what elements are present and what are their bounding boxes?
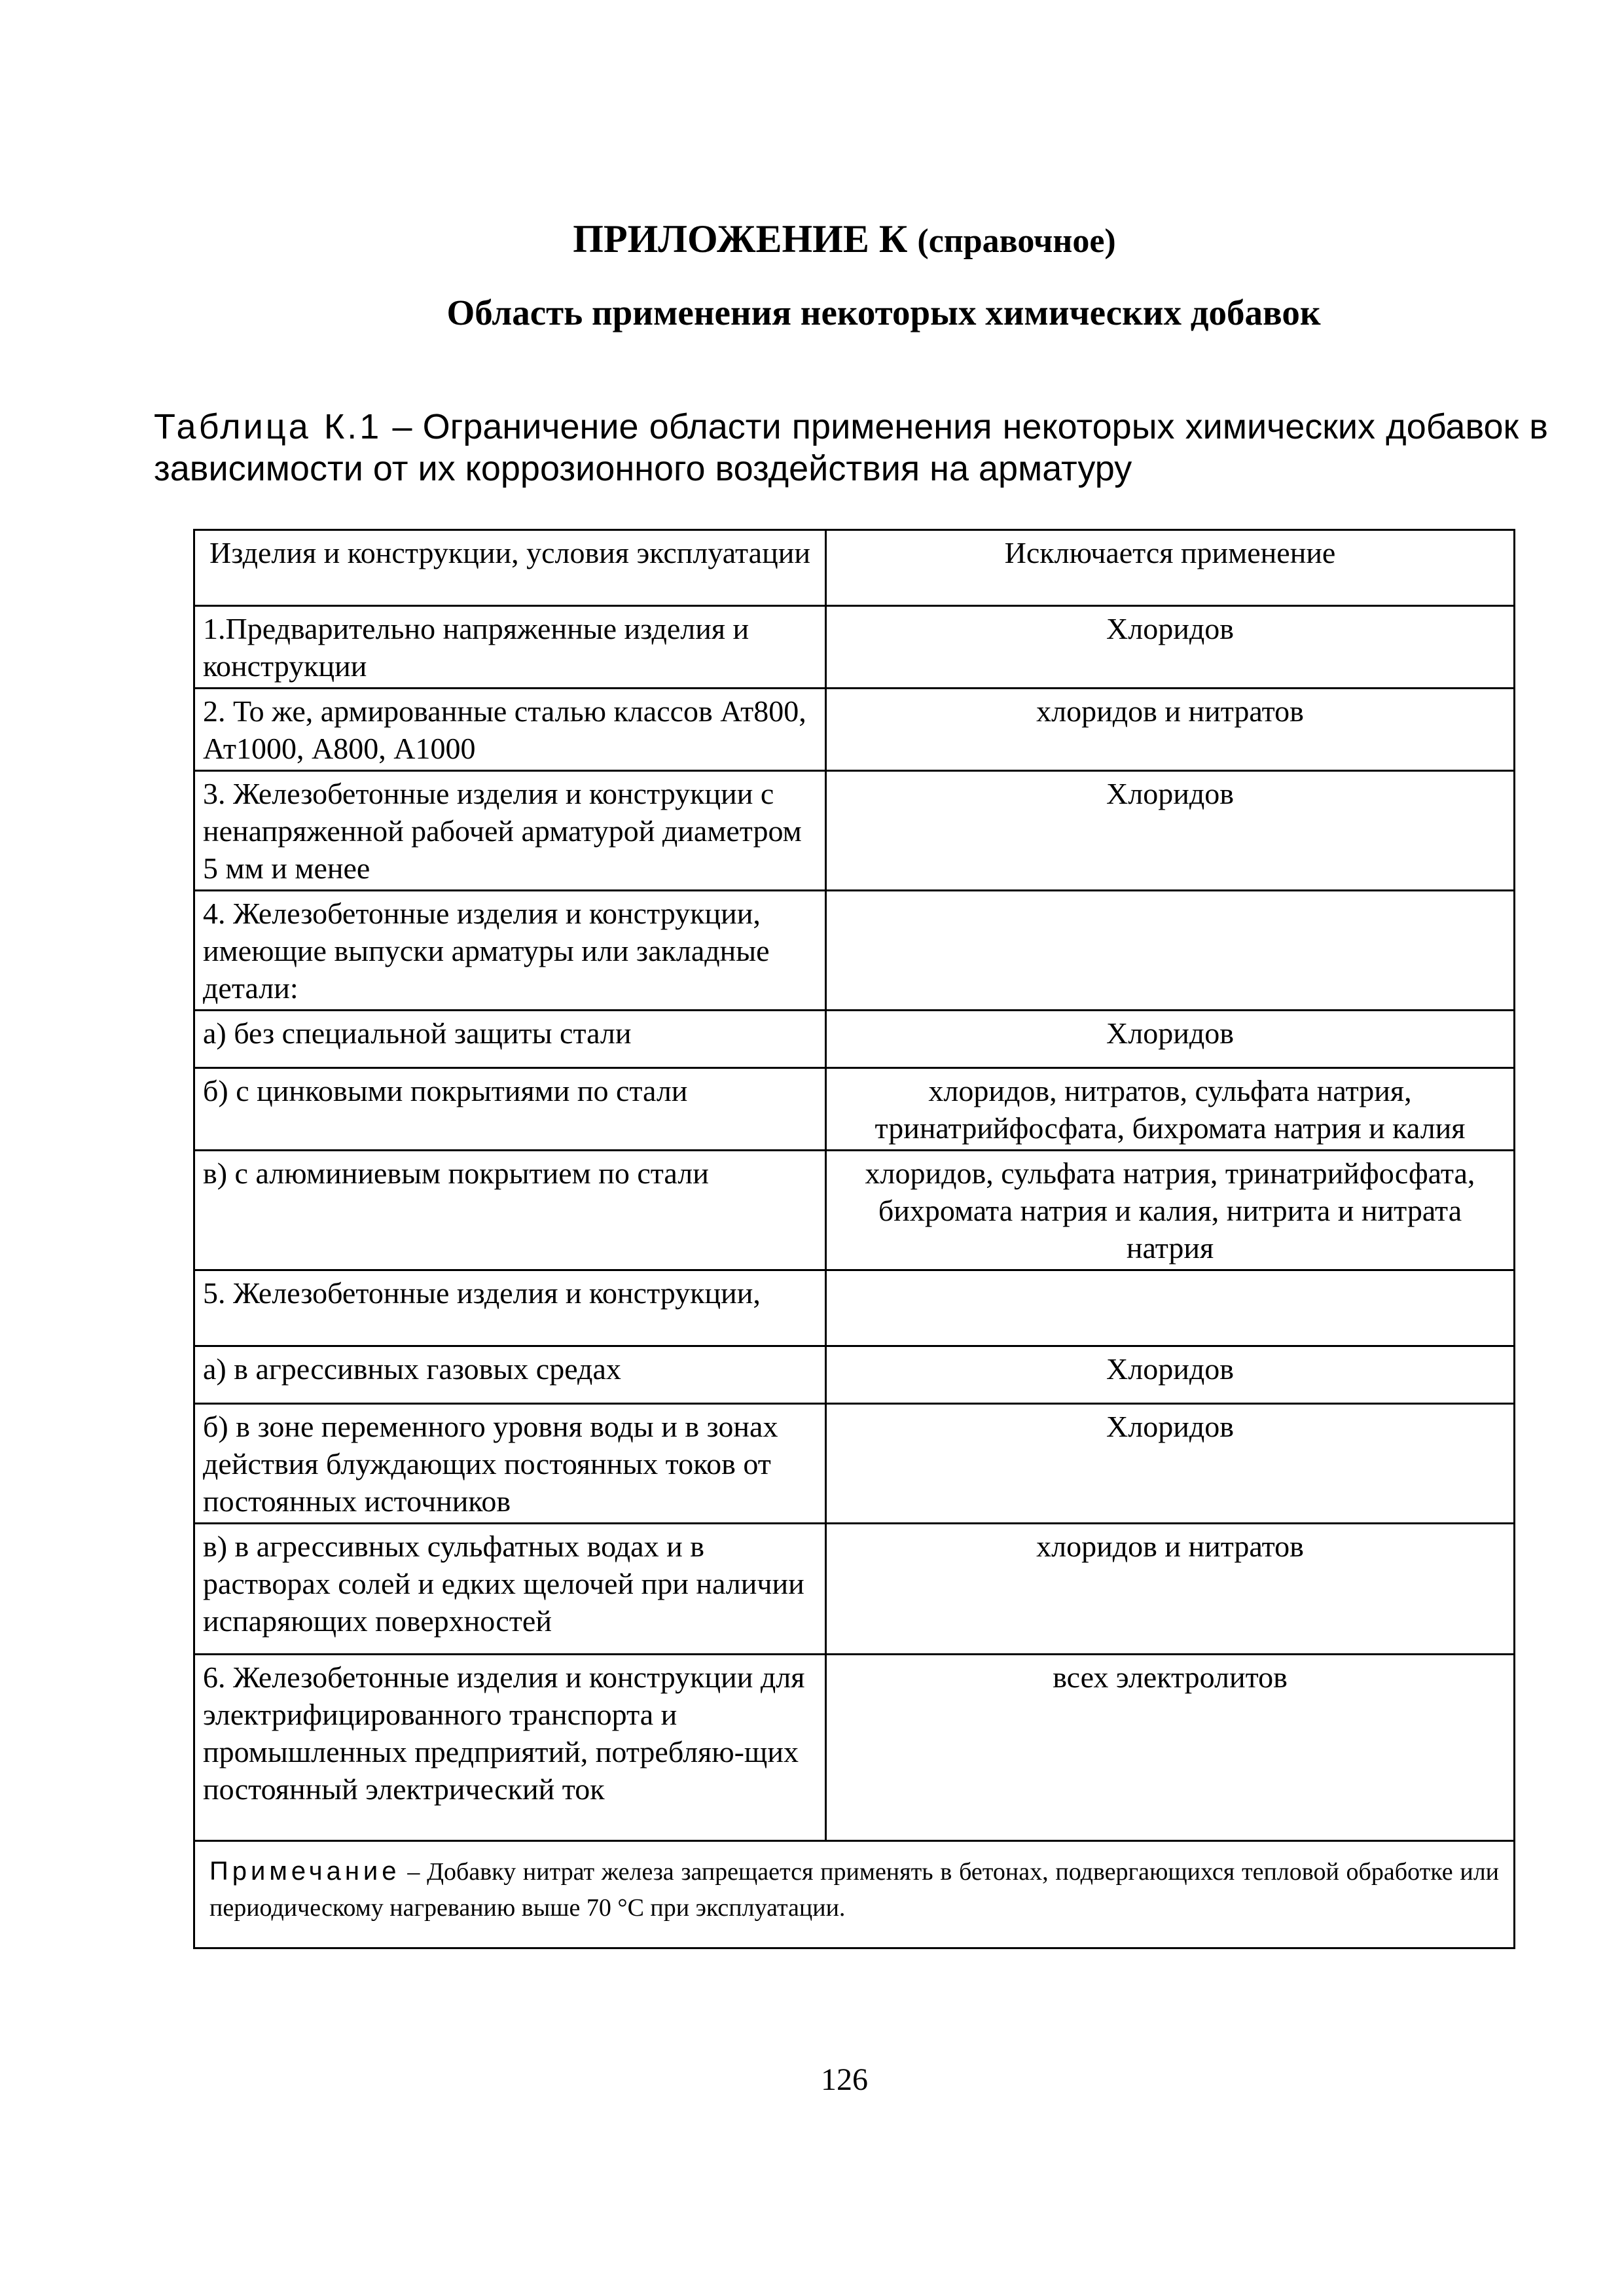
row-excluded: Хлоридов xyxy=(826,606,1515,689)
table-note xyxy=(194,1841,1515,1948)
table-row xyxy=(194,1068,1515,1151)
table-row xyxy=(194,1524,1515,1655)
row-excluded: Хлоридов xyxy=(826,1404,1515,1524)
appendix-title xyxy=(0,216,1624,264)
appendix-title-suffix: (справочное) xyxy=(917,223,1116,260)
table-row xyxy=(194,1011,1515,1068)
row-excluded: хлоридов, сульфата натрия, тринатрийфосфата, бихромата натрия и калия, нитрита и нитрата натрия xyxy=(826,1151,1515,1270)
header-conditions: Изделия и конструкции, условия эксплуатации xyxy=(194,530,826,606)
table-row xyxy=(194,1655,1515,1841)
table-header-row xyxy=(194,530,1515,606)
row-condition: в) в агрессивных сульфатных водах и в растворах солей и едких щелочей при наличии испаряющих поверхностей xyxy=(194,1524,826,1655)
table-row xyxy=(194,771,1515,891)
row-condition: а) без специальной защиты стали xyxy=(194,1011,826,1068)
table-row xyxy=(194,606,1515,689)
table-row xyxy=(194,1404,1515,1524)
table-caption-label: Таблица К.1 xyxy=(154,407,382,446)
row-condition: 3. Железобетонные изделия и конструкции с ненапряженной рабочей арматурой диаметром 5 мм и менее xyxy=(194,771,826,891)
row-condition: б) с цинковыми покрытиями по стали xyxy=(194,1068,826,1151)
row-condition: 1.Предварительно напряженные изделия и конструкции xyxy=(194,606,826,689)
table-row xyxy=(194,1270,1515,1346)
row-excluded: хлоридов и нитратов xyxy=(826,689,1515,771)
page-number: 126 xyxy=(821,2062,868,2097)
row-condition: в) с алюминиевым покрытием по стали xyxy=(194,1151,826,1270)
row-condition: 5. Железобетонные изделия и конструкции, xyxy=(194,1270,826,1346)
additives-table xyxy=(193,529,1515,1949)
table-row xyxy=(194,1151,1515,1270)
row-condition: 4. Железобетонные изделия и конструкции, имеющие выпуски арматуры или закладные детали: xyxy=(194,891,826,1011)
row-excluded: хлоридов и нитратов xyxy=(826,1524,1515,1655)
appendix-title-main: ПРИЛОЖЕНИЕ К xyxy=(573,217,908,260)
row-excluded: Хлоридов xyxy=(826,1011,1515,1068)
appendix-subtitle: Область применения некоторых химических добавок xyxy=(446,293,1321,332)
note-label: Примечание xyxy=(209,1857,401,1886)
row-excluded xyxy=(826,891,1515,1011)
header-excluded: Исключается применение xyxy=(826,530,1515,606)
row-excluded: всех электролитов xyxy=(826,1655,1515,1841)
row-excluded: Хлоридов xyxy=(826,1346,1515,1404)
row-excluded: Хлоридов xyxy=(826,771,1515,891)
row-excluded xyxy=(826,1270,1515,1346)
table-caption-text: – Ограничение области применения некоторых химических добавок в зависимости от их коррозионного воздействия на арматуру xyxy=(154,407,1548,488)
row-condition: а) в агрессивных газовых средах xyxy=(194,1346,826,1404)
row-condition: 6. Железобетонные изделия и конструкции для электрифицированного транспорта и промышленных предприятий, потребляю-щих постоянный электрический ток xyxy=(194,1655,826,1841)
table-caption xyxy=(154,406,1548,490)
table-row xyxy=(194,891,1515,1011)
row-excluded: хлоридов, нитратов, сульфата натрия, тринатрийфосфата, бихромата натрия и калия xyxy=(826,1068,1515,1151)
note-text: – Добавку нитрат железа запрещается применять в бетонах, подвергающихся тепловой обработке или периодическому нагреванию выше 70 °С при эксплуатации. xyxy=(209,1858,1499,1922)
table-row xyxy=(194,689,1515,771)
table-row xyxy=(194,1346,1515,1404)
row-condition: 2. То же, армированные сталью классов Ат800, Ат1000, А800, А1000 xyxy=(194,689,826,771)
row-condition: б) в зоне переменного уровня воды и в зонах действия блуждающих постоянных токов от постоянных источников xyxy=(194,1404,826,1524)
table-note-row xyxy=(194,1841,1515,1948)
